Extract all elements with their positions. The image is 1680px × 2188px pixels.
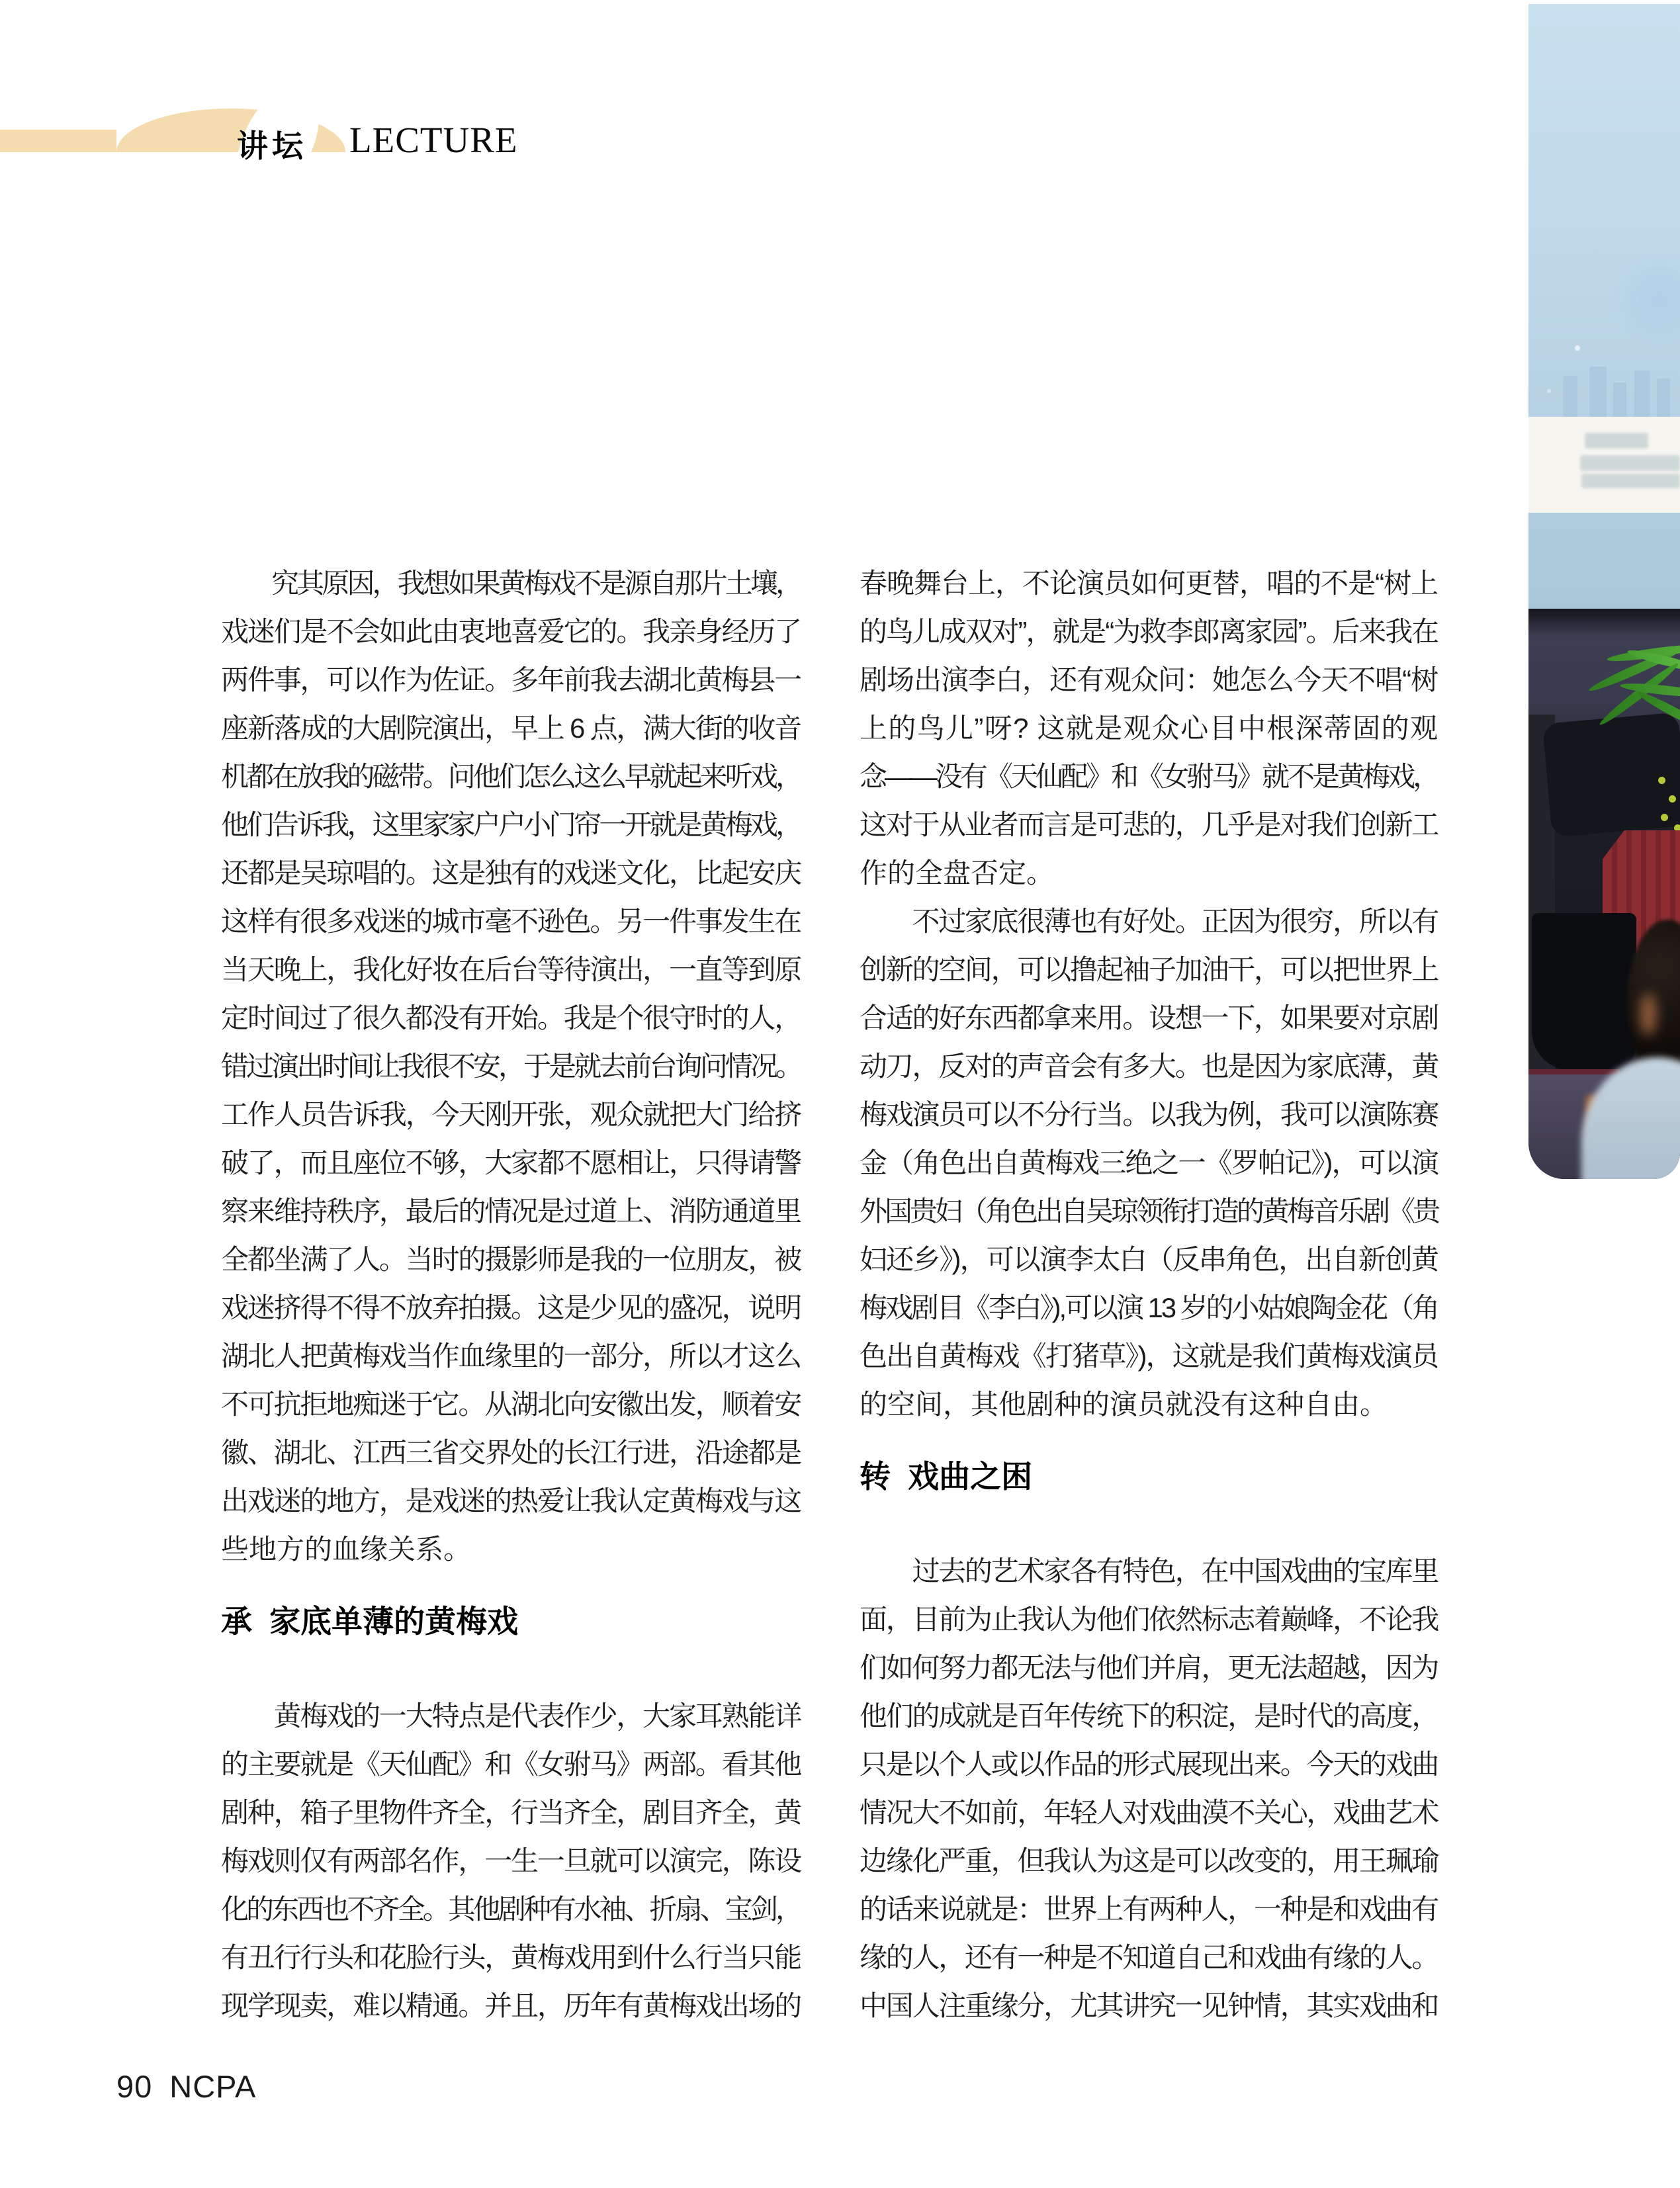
text-line: 上的鸟儿”呀? 这就是观众心目中根深蒂固的观	[860, 713, 1438, 744]
text-line: 妇还乡》)，可以演李太白（反串角色，出自新创黄	[860, 1244, 1438, 1275]
text-line: 工作人员告诉我，今天刚开张，观众就把大门给挤	[221, 1099, 801, 1130]
text-line: 不过家底很薄也有好处。正因为很穷，所以有	[860, 906, 1438, 937]
text-line: 当天晚上，我化好妆在后台等待演出，一直等到原	[221, 954, 801, 985]
text-line: 的主要就是《天仙配》和《女驸马》两部。看其他	[221, 1749, 801, 1780]
text-line: 只是以个人或以作品的形式展现出来。今天的戏曲	[860, 1749, 1438, 1780]
text-line: 情况大不如前，年轻人对戏曲漠不关心，戏曲艺术	[860, 1797, 1438, 1828]
text-line: 们如何努力都无法与他们并肩，更无法超越，因为	[860, 1652, 1438, 1683]
text-line: 错过演出时间让我很不安，于是就去前台询问情况。	[221, 1051, 801, 1082]
text-line: 动刀，反对的声音会有多大。也是因为家底薄，黄	[860, 1051, 1438, 1082]
section-heading-zhuan: 转 戏曲之困	[860, 1459, 1033, 1494]
text-line: 剧种，箱子里物件齐全，行当齐全，剧目齐全，黄	[221, 1797, 801, 1828]
text-line: 梅戏则仅有两部名作，一生一旦就可以演完，陈设	[221, 1845, 801, 1876]
text-line: 面，目前为止我认为他们依然标志着巅峰，不论我	[860, 1604, 1438, 1635]
right-column	[860, 559, 1438, 2030]
text-line: 些地方的血缘关系。	[221, 1534, 472, 1565]
text-line: 念——没有《天仙配》和《女驸马》就不是黄梅戏，	[860, 761, 1438, 792]
text-line: 化的东西也不齐全。其他剧种有水袖、折扇、宝剑，	[221, 1894, 801, 1925]
text-line: 黄梅戏的一大特点是代表作少，大家耳熟能详	[221, 1700, 801, 1731]
text-line: 的空间，其他剧种的演员就没有这种自由。	[860, 1389, 1388, 1420]
text-line: 破了，而且座位不够，大家都不愿相让，只得请警	[221, 1147, 801, 1178]
photo-slide-graphic	[1563, 376, 1577, 417]
text-line: 湖北人把黄梅戏当作血缘里的一部分，所以才这么	[221, 1340, 801, 1372]
photo-light-speck	[1575, 345, 1580, 351]
paragraph-origin	[221, 559, 801, 1573]
text-line: 察来维持秩序，最后的情况是过道上、消防通道里	[221, 1196, 801, 1227]
text-line: 梅戏演员可以不分行当。以我为例，我可以演陈赛	[860, 1099, 1438, 1130]
text-line: 外国贵妇（角色出自吴琼领衔打造的黄梅音乐剧《贵	[860, 1196, 1438, 1227]
text-line: 过去的艺术家各有特色，在中国戏曲的宝库里	[860, 1555, 1438, 1587]
text-line: 金（角色出自黄梅戏三绝之一《罗帕记》)，可以演	[860, 1147, 1438, 1178]
photo-slide-graphic	[1634, 371, 1650, 417]
text-line: 究其原因，我想如果黄梅戏不是源自那片土壤，	[221, 568, 801, 599]
text-line: 戏迷挤得不得不放弃拍摄。这是少见的盛况，说明	[221, 1292, 801, 1323]
text-line: 梅戏剧目《李白》),可以演 13 岁的小姑娘陶金花（角	[860, 1292, 1438, 1323]
photo-stage-edge-line	[1528, 1069, 1620, 1074]
text-line: 他们告诉我，这里家家户户小门帘一开就是黄梅戏，	[221, 809, 801, 840]
photo-slide-graphic	[1657, 378, 1670, 417]
paragraph-gala-stage	[860, 559, 1438, 897]
text-line: 戏迷们是不会如此由衷地喜爱它的。我亲身经历了	[221, 616, 801, 647]
journal-abbreviation: NCPA	[169, 2069, 257, 2104]
photo-chair-seat	[1532, 913, 1636, 1071]
photo-chair-back	[1542, 712, 1680, 837]
plant-sprig	[1658, 777, 1665, 784]
text-line: 春晚舞台上，不论演员如何更替，唱的不是“树上	[860, 568, 1438, 599]
text-line: 剧场出演李白，还有观众问：她怎么今天不唱“树	[860, 664, 1438, 695]
section-heading-cheng: 承 家底单薄的黄梅戏	[221, 1604, 519, 1639]
text-line: 他们的成就是百年传统下的积淀，是时代的高度，	[860, 1700, 1438, 1731]
text-line: 缘的人，还有一种是不知道自己和戏曲有缘的人。	[860, 1942, 1438, 1973]
text-line: 两件事，可以作为佐证。多年前我去湖北黄梅县一	[221, 664, 801, 695]
text-line: 现学现卖，难以精通。并且，历年有黄梅戏出场的	[221, 1990, 801, 2021]
text-line: 作的全盘否定。	[860, 857, 1055, 889]
stage-photo	[1528, 4, 1680, 1179]
text-line: 这样有很多戏迷的城市毫不逊色。另一件事发生在	[221, 906, 801, 937]
paragraph-thin-repertoire	[221, 1692, 801, 2030]
plant-sprig	[1661, 814, 1668, 821]
photo-slide-text-band	[1528, 417, 1680, 513]
text-line: 有丑行行头和花脸行头，黄梅戏用到什么行当只能	[221, 1942, 801, 1973]
text-line: 全都坐满了人。当时的摄影师是我的一位朋友，被	[221, 1244, 801, 1275]
photo-light-speck	[1547, 389, 1551, 393]
paragraph-opera-plight	[860, 1547, 1438, 2030]
text-line: 机都在放我的磁带。问他们怎么这么早就起来听戏，	[221, 761, 801, 792]
page-footer	[116, 2068, 256, 2105]
section-title-english: LECTURE	[349, 120, 518, 160]
text-line: 的鸟儿成双对”，就是“为救李郎离家园”。后来我在	[860, 616, 1438, 647]
text-line: 这对于从业者而言是可悲的，几乎是对我们创新工	[860, 809, 1438, 840]
text-line: 徽、湖北、江西三省交界处的长江行进，沿途都是	[221, 1437, 801, 1468]
text-line: 座新落成的大剧院演出，早上 6 点，满大街的收音	[221, 713, 801, 744]
paragraph-poor-family	[860, 897, 1438, 1428]
photo-ear-highlight	[1640, 993, 1657, 1035]
plant-sprig	[1669, 795, 1676, 803]
text-line: 创新的空间，可以撸起袖子加油干，可以把世界上	[860, 954, 1438, 985]
left-column	[221, 559, 801, 2030]
text-line: 不可抗拒地痴迷于它。从湖北向安徽出发，顺着安	[221, 1389, 801, 1420]
text-line: 色出自黄梅戏《打猪草》)，这就是我们黄梅戏演员	[860, 1340, 1438, 1372]
text-line: 定时间过了很久都没有开始。我是个很守时的人，	[221, 1002, 801, 1033]
section-title-chinese: 讲坛	[237, 128, 307, 163]
slide-text-line	[1580, 455, 1680, 471]
slide-text-line	[1585, 433, 1648, 449]
text-line: 出戏迷的地方，是戏迷的热爱让我认定黄梅戏与这	[221, 1485, 801, 1516]
text-line: 合适的好东西都拿来用。设想一下，如果要对京剧	[860, 1002, 1438, 1033]
page-number: 90	[116, 2069, 153, 2104]
photo-slide-graphic	[1589, 367, 1607, 417]
text-line: 边缘化严重，但我认为这是可以改变的，用王珮瑜	[860, 1845, 1438, 1876]
header-accent-bar	[0, 130, 116, 152]
photo-slide-graphic	[1613, 382, 1626, 417]
slide-text-line	[1581, 474, 1680, 488]
text-line: 中国人注重缘分，尤其讲究一见钟情，其实戏曲和	[860, 1990, 1438, 2021]
text-line: 的话来说就是：世界上有两种人，一种是和戏曲有	[860, 1894, 1438, 1925]
text-line: 还都是吴琼唱的。这是独有的戏迷文化，比起安庆	[221, 857, 801, 889]
